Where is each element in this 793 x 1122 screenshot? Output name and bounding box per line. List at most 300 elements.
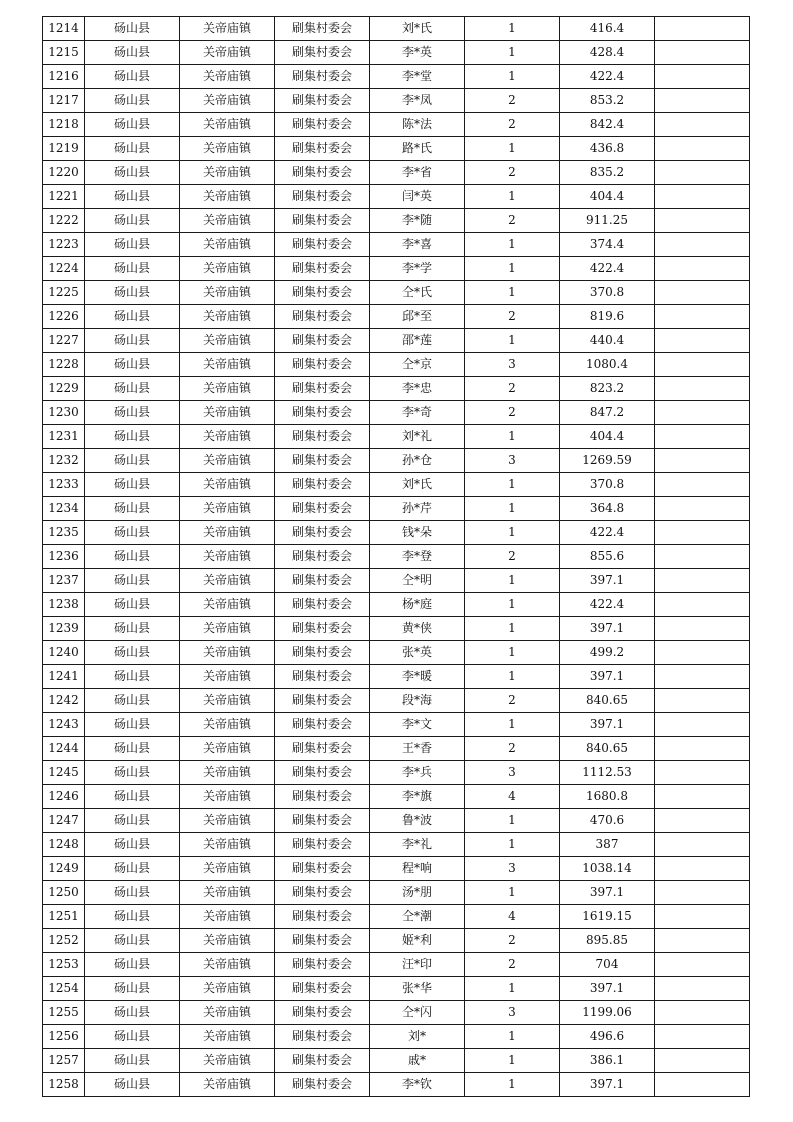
village-cell: 刷集村委会 (275, 1049, 370, 1073)
table-row (43, 1073, 750, 1097)
table-row (43, 305, 750, 329)
town-cell: 关帝庙镇 (180, 929, 275, 953)
amount-cell: 422.4 (560, 257, 655, 281)
village-cell: 刷集村委会 (275, 521, 370, 545)
table-row (43, 401, 750, 425)
name-cell: 闫*英 (370, 185, 465, 209)
village-cell: 刷集村委会 (275, 929, 370, 953)
name-cell: 李*兵 (370, 761, 465, 785)
note-cell (655, 785, 750, 809)
household-count-cell: 1 (465, 1049, 560, 1073)
village-cell: 刷集村委会 (275, 881, 370, 905)
household-count-cell: 2 (465, 377, 560, 401)
town-cell: 关帝庙镇 (180, 305, 275, 329)
name-cell: 刘*氏 (370, 473, 465, 497)
county-cell: 砀山县 (85, 281, 180, 305)
note-cell (655, 17, 750, 41)
note-cell (655, 977, 750, 1001)
amount-cell: 422.4 (560, 521, 655, 545)
row-number-cell: 1243 (43, 713, 85, 737)
amount-cell: 847.2 (560, 401, 655, 425)
note-cell (655, 65, 750, 89)
note-cell (655, 1001, 750, 1025)
note-cell (655, 281, 750, 305)
note-cell (655, 305, 750, 329)
name-cell: 李*随 (370, 209, 465, 233)
household-count-cell: 1 (465, 617, 560, 641)
row-number-cell: 1219 (43, 137, 85, 161)
village-cell: 刷集村委会 (275, 689, 370, 713)
row-number-cell: 1257 (43, 1049, 85, 1073)
amount-cell: 370.8 (560, 281, 655, 305)
row-number-cell: 1246 (43, 785, 85, 809)
household-count-cell: 1 (465, 65, 560, 89)
village-cell: 刷集村委会 (275, 1073, 370, 1097)
table-row (43, 665, 750, 689)
name-cell: 李*堂 (370, 65, 465, 89)
amount-cell: 374.4 (560, 233, 655, 257)
row-number-cell: 1254 (43, 977, 85, 1001)
name-cell: 李*文 (370, 713, 465, 737)
name-cell: 仝*闪 (370, 1001, 465, 1025)
table-row (43, 473, 750, 497)
name-cell: 李*省 (370, 161, 465, 185)
table-row (43, 1001, 750, 1025)
note-cell (655, 833, 750, 857)
name-cell: 姬*利 (370, 929, 465, 953)
amount-cell: 842.4 (560, 113, 655, 137)
name-cell: 汤*朋 (370, 881, 465, 905)
county-cell: 砀山县 (85, 617, 180, 641)
row-number-cell: 1228 (43, 353, 85, 377)
town-cell: 关帝庙镇 (180, 209, 275, 233)
village-cell: 刷集村委会 (275, 953, 370, 977)
county-cell: 砀山县 (85, 233, 180, 257)
note-cell (655, 593, 750, 617)
note-cell (655, 857, 750, 881)
county-cell: 砀山县 (85, 569, 180, 593)
village-cell: 刷集村委会 (275, 617, 370, 641)
county-cell: 砀山县 (85, 305, 180, 329)
note-cell (655, 641, 750, 665)
name-cell: 程*响 (370, 857, 465, 881)
household-count-cell: 1 (465, 17, 560, 41)
village-cell: 刷集村委会 (275, 737, 370, 761)
name-cell: 邵*莲 (370, 329, 465, 353)
note-cell (655, 353, 750, 377)
village-cell: 刷集村委会 (275, 449, 370, 473)
amount-cell: 1199.06 (560, 1001, 655, 1025)
village-cell: 刷集村委会 (275, 41, 370, 65)
name-cell: 李*英 (370, 41, 465, 65)
subsidy-table (42, 16, 750, 1097)
note-cell (655, 881, 750, 905)
village-cell: 刷集村委会 (275, 353, 370, 377)
table-row (43, 185, 750, 209)
county-cell: 砀山县 (85, 833, 180, 857)
row-number-cell: 1247 (43, 809, 85, 833)
name-cell: 李*礼 (370, 833, 465, 857)
amount-cell: 370.8 (560, 473, 655, 497)
village-cell: 刷集村委会 (275, 257, 370, 281)
village-cell: 刷集村委会 (275, 665, 370, 689)
household-count-cell: 2 (465, 89, 560, 113)
household-count-cell: 2 (465, 929, 560, 953)
name-cell: 李*忠 (370, 377, 465, 401)
table-row (43, 809, 750, 833)
table-row (43, 593, 750, 617)
town-cell: 关帝庙镇 (180, 161, 275, 185)
row-number-cell: 1242 (43, 689, 85, 713)
household-count-cell: 2 (465, 545, 560, 569)
amount-cell: 397.1 (560, 713, 655, 737)
note-cell (655, 1025, 750, 1049)
amount-cell: 397.1 (560, 617, 655, 641)
amount-cell: 911.25 (560, 209, 655, 233)
note-cell (655, 1073, 750, 1097)
county-cell: 砀山县 (85, 497, 180, 521)
table-row (43, 113, 750, 137)
village-cell: 刷集村委会 (275, 281, 370, 305)
town-cell: 关帝庙镇 (180, 377, 275, 401)
row-number-cell: 1258 (43, 1073, 85, 1097)
town-cell: 关帝庙镇 (180, 905, 275, 929)
row-number-cell: 1229 (43, 377, 85, 401)
county-cell: 砀山县 (85, 137, 180, 161)
village-cell: 刷集村委会 (275, 905, 370, 929)
table-row (43, 425, 750, 449)
household-count-cell: 2 (465, 953, 560, 977)
name-cell: 王*香 (370, 737, 465, 761)
household-count-cell: 3 (465, 857, 560, 881)
county-cell: 砀山县 (85, 809, 180, 833)
village-cell: 刷集村委会 (275, 569, 370, 593)
household-count-cell: 1 (465, 833, 560, 857)
row-number-cell: 1230 (43, 401, 85, 425)
amount-cell: 470.6 (560, 809, 655, 833)
town-cell: 关帝庙镇 (180, 521, 275, 545)
town-cell: 关帝庙镇 (180, 1049, 275, 1073)
town-cell: 关帝庙镇 (180, 977, 275, 1001)
amount-cell: 397.1 (560, 881, 655, 905)
name-cell: 李*奇 (370, 401, 465, 425)
household-count-cell: 1 (465, 1025, 560, 1049)
village-cell: 刷集村委会 (275, 209, 370, 233)
county-cell: 砀山县 (85, 1001, 180, 1025)
village-cell: 刷集村委会 (275, 833, 370, 857)
household-count-cell: 1 (465, 569, 560, 593)
town-cell: 关帝庙镇 (180, 41, 275, 65)
household-count-cell: 1 (465, 329, 560, 353)
note-cell (655, 905, 750, 929)
table-row (43, 689, 750, 713)
county-cell: 砀山县 (85, 929, 180, 953)
town-cell: 关帝庙镇 (180, 641, 275, 665)
town-cell: 关帝庙镇 (180, 329, 275, 353)
note-cell (655, 809, 750, 833)
county-cell: 砀山县 (85, 641, 180, 665)
household-count-cell: 3 (465, 449, 560, 473)
row-number-cell: 1215 (43, 41, 85, 65)
name-cell: 李*旗 (370, 785, 465, 809)
household-count-cell: 1 (465, 881, 560, 905)
row-number-cell: 1244 (43, 737, 85, 761)
note-cell (655, 521, 750, 545)
town-cell: 关帝庙镇 (180, 665, 275, 689)
household-count-cell: 1 (465, 713, 560, 737)
row-number-cell: 1234 (43, 497, 85, 521)
county-cell: 砀山县 (85, 881, 180, 905)
row-number-cell: 1235 (43, 521, 85, 545)
table-body (43, 17, 750, 1097)
row-number-cell: 1248 (43, 833, 85, 857)
row-number-cell: 1237 (43, 569, 85, 593)
household-count-cell: 1 (465, 665, 560, 689)
county-cell: 砀山县 (85, 905, 180, 929)
name-cell: 孙*芹 (370, 497, 465, 521)
village-cell: 刷集村委会 (275, 809, 370, 833)
village-cell: 刷集村委会 (275, 161, 370, 185)
county-cell: 砀山县 (85, 449, 180, 473)
household-count-cell: 2 (465, 737, 560, 761)
county-cell: 砀山县 (85, 1049, 180, 1073)
note-cell (655, 713, 750, 737)
county-cell: 砀山县 (85, 1025, 180, 1049)
table-row (43, 881, 750, 905)
village-cell: 刷集村委会 (275, 545, 370, 569)
name-cell: 张*英 (370, 641, 465, 665)
name-cell: 孙*仓 (370, 449, 465, 473)
town-cell: 关帝庙镇 (180, 17, 275, 41)
town-cell: 关帝庙镇 (180, 761, 275, 785)
table-row (43, 17, 750, 41)
row-number-cell: 1240 (43, 641, 85, 665)
town-cell: 关帝庙镇 (180, 593, 275, 617)
table-row (43, 281, 750, 305)
village-cell: 刷集村委会 (275, 857, 370, 881)
town-cell: 关帝庙镇 (180, 617, 275, 641)
village-cell: 刷集村委会 (275, 401, 370, 425)
county-cell: 砀山县 (85, 113, 180, 137)
household-count-cell: 4 (465, 905, 560, 929)
table-row (43, 737, 750, 761)
county-cell: 砀山县 (85, 185, 180, 209)
household-count-cell: 2 (465, 689, 560, 713)
amount-cell: 416.4 (560, 17, 655, 41)
village-cell: 刷集村委会 (275, 185, 370, 209)
row-number-cell: 1216 (43, 65, 85, 89)
table-row (43, 137, 750, 161)
note-cell (655, 377, 750, 401)
name-cell: 仝*氏 (370, 281, 465, 305)
amount-cell: 853.2 (560, 89, 655, 113)
note-cell (655, 761, 750, 785)
row-number-cell: 1253 (43, 953, 85, 977)
name-cell: 李*学 (370, 257, 465, 281)
row-number-cell: 1225 (43, 281, 85, 305)
town-cell: 关帝庙镇 (180, 833, 275, 857)
town-cell: 关帝庙镇 (180, 857, 275, 881)
county-cell: 砀山县 (85, 401, 180, 425)
town-cell: 关帝庙镇 (180, 1001, 275, 1025)
row-number-cell: 1214 (43, 17, 85, 41)
note-cell (655, 569, 750, 593)
name-cell: 刘*礼 (370, 425, 465, 449)
household-count-cell: 2 (465, 113, 560, 137)
table-row (43, 161, 750, 185)
town-cell: 关帝庙镇 (180, 1073, 275, 1097)
town-cell: 关帝庙镇 (180, 737, 275, 761)
table-row (43, 761, 750, 785)
amount-cell: 1038.14 (560, 857, 655, 881)
county-cell: 砀山县 (85, 761, 180, 785)
amount-cell: 496.6 (560, 1025, 655, 1049)
row-number-cell: 1238 (43, 593, 85, 617)
name-cell: 邱*至 (370, 305, 465, 329)
county-cell: 砀山县 (85, 713, 180, 737)
table-row (43, 377, 750, 401)
amount-cell: 436.8 (560, 137, 655, 161)
household-count-cell: 1 (465, 977, 560, 1001)
table-row (43, 785, 750, 809)
amount-cell: 404.4 (560, 185, 655, 209)
row-number-cell: 1231 (43, 425, 85, 449)
amount-cell: 819.6 (560, 305, 655, 329)
row-number-cell: 1233 (43, 473, 85, 497)
town-cell: 关帝庙镇 (180, 785, 275, 809)
row-number-cell: 1218 (43, 113, 85, 137)
town-cell: 关帝庙镇 (180, 497, 275, 521)
town-cell: 关帝庙镇 (180, 113, 275, 137)
village-cell: 刷集村委会 (275, 329, 370, 353)
household-count-cell: 1 (465, 281, 560, 305)
household-count-cell: 1 (465, 809, 560, 833)
row-number-cell: 1255 (43, 1001, 85, 1025)
name-cell: 杨*庭 (370, 593, 465, 617)
amount-cell: 1680.8 (560, 785, 655, 809)
amount-cell: 397.1 (560, 977, 655, 1001)
amount-cell: 835.2 (560, 161, 655, 185)
table-row (43, 233, 750, 257)
name-cell: 鲁*波 (370, 809, 465, 833)
village-cell: 刷集村委会 (275, 377, 370, 401)
household-count-cell: 1 (465, 425, 560, 449)
table-row (43, 857, 750, 881)
household-count-cell: 1 (465, 641, 560, 665)
row-number-cell: 1251 (43, 905, 85, 929)
table-row (43, 89, 750, 113)
amount-cell: 823.2 (560, 377, 655, 401)
note-cell (655, 425, 750, 449)
county-cell: 砀山县 (85, 425, 180, 449)
county-cell: 砀山县 (85, 977, 180, 1001)
note-cell (655, 737, 750, 761)
town-cell: 关帝庙镇 (180, 401, 275, 425)
name-cell: 仝*京 (370, 353, 465, 377)
village-cell: 刷集村委会 (275, 593, 370, 617)
village-cell: 刷集村委会 (275, 761, 370, 785)
town-cell: 关帝庙镇 (180, 809, 275, 833)
row-number-cell: 1217 (43, 89, 85, 113)
village-cell: 刷集村委会 (275, 473, 370, 497)
note-cell (655, 257, 750, 281)
town-cell: 关帝庙镇 (180, 545, 275, 569)
table-row (43, 905, 750, 929)
row-number-cell: 1224 (43, 257, 85, 281)
amount-cell: 397.1 (560, 569, 655, 593)
county-cell: 砀山县 (85, 161, 180, 185)
note-cell (655, 161, 750, 185)
name-cell: 李*凤 (370, 89, 465, 113)
amount-cell: 499.2 (560, 641, 655, 665)
amount-cell: 1619.15 (560, 905, 655, 929)
name-cell: 仝*明 (370, 569, 465, 593)
name-cell: 张*华 (370, 977, 465, 1001)
row-number-cell: 1252 (43, 929, 85, 953)
village-cell: 刷集村委会 (275, 497, 370, 521)
table-row (43, 833, 750, 857)
amount-cell: 895.85 (560, 929, 655, 953)
household-count-cell: 1 (465, 41, 560, 65)
amount-cell: 387 (560, 833, 655, 857)
household-count-cell: 1 (465, 593, 560, 617)
amount-cell: 404.4 (560, 425, 655, 449)
note-cell (655, 497, 750, 521)
household-count-cell: 1 (465, 473, 560, 497)
name-cell: 戚* (370, 1049, 465, 1073)
name-cell: 李*登 (370, 545, 465, 569)
household-count-cell: 1 (465, 497, 560, 521)
household-count-cell: 4 (465, 785, 560, 809)
name-cell: 李*喜 (370, 233, 465, 257)
household-count-cell: 1 (465, 257, 560, 281)
amount-cell: 397.1 (560, 1073, 655, 1097)
town-cell: 关帝庙镇 (180, 449, 275, 473)
note-cell (655, 689, 750, 713)
name-cell: 钱*朵 (370, 521, 465, 545)
amount-cell: 422.4 (560, 593, 655, 617)
amount-cell: 840.65 (560, 737, 655, 761)
note-cell (655, 113, 750, 137)
name-cell: 路*氏 (370, 137, 465, 161)
county-cell: 砀山县 (85, 689, 180, 713)
village-cell: 刷集村委会 (275, 425, 370, 449)
town-cell: 关帝庙镇 (180, 953, 275, 977)
name-cell: 段*海 (370, 689, 465, 713)
village-cell: 刷集村委会 (275, 713, 370, 737)
note-cell (655, 233, 750, 257)
town-cell: 关帝庙镇 (180, 185, 275, 209)
amount-cell: 840.65 (560, 689, 655, 713)
household-count-cell: 2 (465, 401, 560, 425)
village-cell: 刷集村委会 (275, 17, 370, 41)
table-row (43, 65, 750, 89)
town-cell: 关帝庙镇 (180, 1025, 275, 1049)
table-row (43, 497, 750, 521)
name-cell: 刘*氏 (370, 17, 465, 41)
note-cell (655, 1049, 750, 1073)
amount-cell: 1112.53 (560, 761, 655, 785)
town-cell: 关帝庙镇 (180, 473, 275, 497)
row-number-cell: 1222 (43, 209, 85, 233)
village-cell: 刷集村委会 (275, 113, 370, 137)
table-row (43, 977, 750, 1001)
name-cell: 陈*法 (370, 113, 465, 137)
row-number-cell: 1249 (43, 857, 85, 881)
table-row (43, 617, 750, 641)
town-cell: 关帝庙镇 (180, 689, 275, 713)
town-cell: 关帝庙镇 (180, 881, 275, 905)
